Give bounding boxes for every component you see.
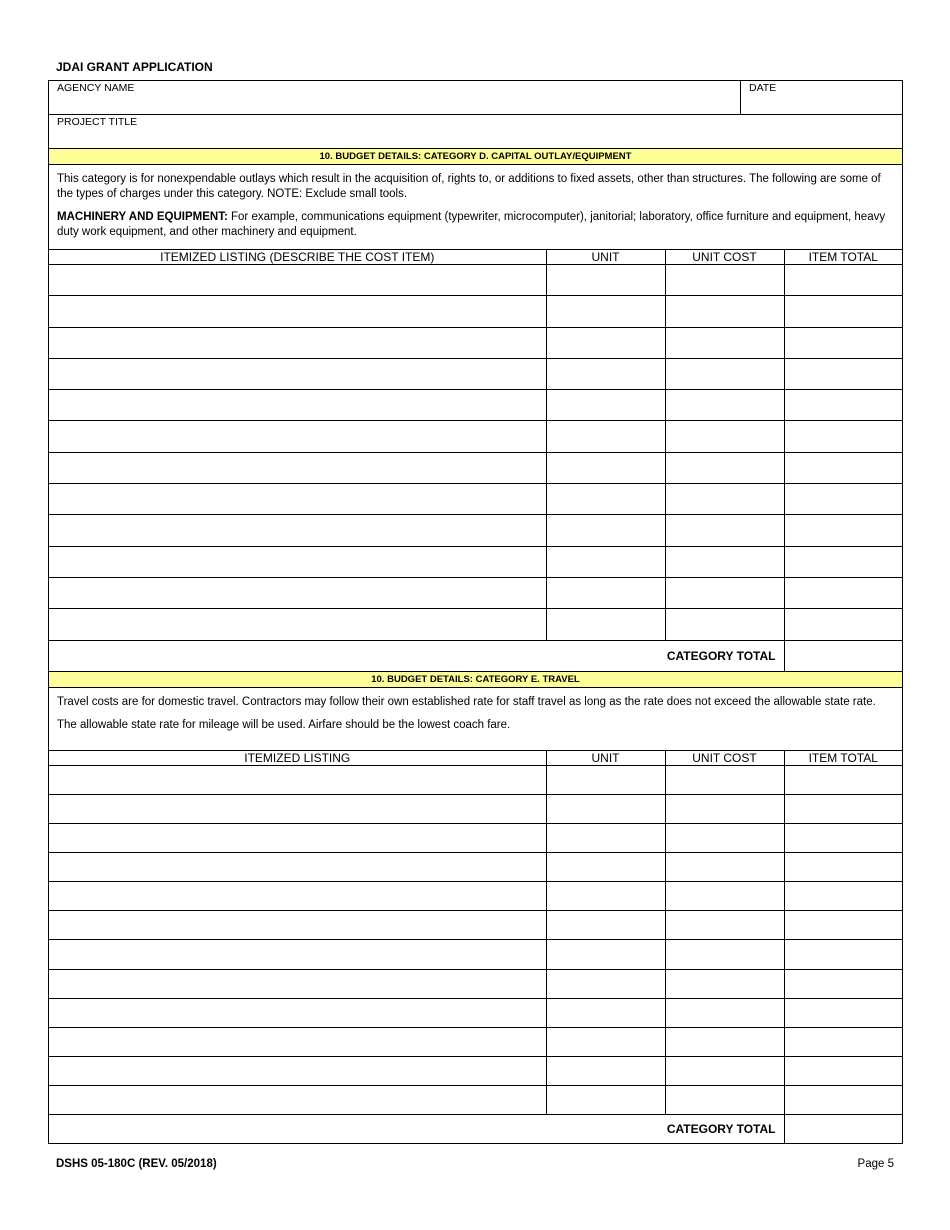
- section-d-unit-input[interactable]: [547, 547, 665, 577]
- section-e-unit-cost-cell[interactable]: [665, 1085, 784, 1114]
- section-d-item-total-input[interactable]: [785, 515, 903, 545]
- section-d-unit-cost-input[interactable]: [666, 515, 784, 545]
- section-d-machinery-text: [57, 210, 894, 240]
- section-d-unit-cost-cell[interactable]: [665, 577, 784, 608]
- section-d-unit-cell[interactable]: [546, 296, 665, 327]
- section-d-item-total-cell[interactable]: [784, 515, 902, 546]
- section-d-item-total-input[interactable]: [785, 390, 903, 420]
- date-label: DATE: [749, 82, 777, 94]
- table-row: [49, 265, 902, 296]
- section-d-unit-input[interactable]: [547, 265, 665, 295]
- col-itemized-listing: ITEMIZED LISTING (DESCRIBE THE COST ITEM): [49, 250, 546, 265]
- section-e-unit-input[interactable]: [547, 999, 665, 1027]
- section-e-unit-input[interactable]: [547, 970, 665, 998]
- section-e-item-total-cell[interactable]: [784, 1027, 902, 1056]
- section-d-item-description-cell[interactable]: [49, 390, 546, 421]
- section-e-unit-cost-cell[interactable]: [665, 998, 784, 1027]
- section-e-unit-input[interactable]: [547, 766, 665, 794]
- section-e-unit-input[interactable]: [547, 911, 665, 939]
- section-e-unit-input[interactable]: [547, 824, 665, 852]
- section-e-unit-input[interactable]: [547, 1057, 665, 1085]
- section-d-unit-cell[interactable]: [546, 577, 665, 608]
- section-e-item-total-input[interactable]: [785, 853, 903, 881]
- section-d-item-total-cell[interactable]: [784, 265, 902, 296]
- col-item-total: ITEM TOTAL: [784, 250, 902, 265]
- section-e-item-description-input[interactable]: [49, 766, 546, 794]
- section-e-item-description-input[interactable]: [49, 824, 546, 852]
- section-e-unit-cell[interactable]: [546, 853, 665, 882]
- section-d-item-total-input[interactable]: [785, 359, 903, 389]
- section-e-unit-cost-input[interactable]: [666, 882, 784, 910]
- section-d-unit-cell[interactable]: [546, 515, 665, 546]
- machinery-heading: MACHINERY AND EQUIPMENT:: [57, 211, 228, 223]
- section-d-item-total-input[interactable]: [785, 328, 903, 358]
- section-e-unit-cost-cell[interactable]: [665, 882, 784, 911]
- section-e-unit-cell[interactable]: [546, 824, 665, 853]
- section-d-item-description-cell[interactable]: [49, 265, 546, 296]
- section-d-unit-cost-input[interactable]: [666, 390, 784, 420]
- table-row: [49, 765, 902, 794]
- section-d-item-description-input[interactable]: [49, 328, 546, 358]
- table-row: [49, 1056, 902, 1085]
- section-e-item-total-cell[interactable]: [784, 911, 902, 940]
- col-unit-cost: UNIT COST: [665, 750, 784, 765]
- section-e-item-description-cell[interactable]: [49, 794, 546, 823]
- section-e-item-description-cell[interactable]: [49, 824, 546, 853]
- section-d-item-total-input[interactable]: [785, 421, 903, 451]
- section-e-unit-cost-cell[interactable]: [665, 824, 784, 853]
- section-e-unit-input[interactable]: [547, 1086, 665, 1114]
- table-row: [49, 358, 902, 389]
- section-d-unit-input[interactable]: [547, 328, 665, 358]
- section-d-item-total-cell[interactable]: [784, 296, 902, 327]
- section-d-unit-cost-input[interactable]: [666, 328, 784, 358]
- section-e-item-total-cell[interactable]: [784, 794, 902, 823]
- section-d-item-description-input[interactable]: [49, 484, 546, 514]
- section-e-item-description-input[interactable]: [49, 911, 546, 939]
- section-e-item-total-cell[interactable]: [784, 969, 902, 998]
- section-d-item-description-cell[interactable]: [49, 327, 546, 358]
- col-unit: UNIT: [546, 750, 665, 765]
- agency-name-label: AGENCY NAME: [57, 82, 135, 94]
- section-e-item-description-cell[interactable]: [49, 1085, 546, 1114]
- section-e-item-description-cell[interactable]: [49, 969, 546, 998]
- section-e-unit-input[interactable]: [547, 853, 665, 881]
- section-e-airfare-text: The allowable state rate for mileage will be used. Airfare should be the lowest coach fare.: [57, 718, 511, 731]
- section-e-item-total-input[interactable]: [785, 911, 903, 939]
- section-e-unit-input[interactable]: [547, 795, 665, 823]
- project-title-input[interactable]: [49, 131, 902, 148]
- form-number: DSHS 05-180C (REV. 05/2018): [56, 1158, 217, 1170]
- section-e-unit-cell[interactable]: [546, 1056, 665, 1085]
- project-title-label: PROJECT TITLE: [57, 116, 138, 128]
- section-e-item-total-cell[interactable]: [784, 998, 902, 1027]
- section-d-item-total-cell[interactable]: [784, 546, 902, 577]
- section-d-item-total-input[interactable]: [785, 484, 903, 514]
- section-d-unit-cost-cell[interactable]: [665, 358, 784, 389]
- section-d-unit-cell[interactable]: [546, 358, 665, 389]
- col-unit-cost: UNIT COST: [665, 250, 784, 265]
- section-d-unit-input[interactable]: [547, 515, 665, 545]
- section-e-unit-cost-cell[interactable]: [665, 1056, 784, 1085]
- section-e-item-description-cell[interactable]: [49, 911, 546, 940]
- section-e-total-input-cell[interactable]: [784, 1114, 902, 1143]
- section-d-item-total-input[interactable]: [785, 609, 903, 639]
- section-d-header-row: [49, 250, 902, 265]
- section-d-unit-input[interactable]: [547, 359, 665, 389]
- section-d-unit-cost-cell[interactable]: [665, 546, 784, 577]
- section-d-unit-cost-cell[interactable]: [665, 515, 784, 546]
- section-e-unit-cost-cell[interactable]: [665, 1027, 784, 1056]
- table-row: [49, 940, 902, 969]
- section-e-item-description-input[interactable]: [49, 882, 546, 910]
- section-d-unit-cost-cell[interactable]: [665, 390, 784, 421]
- section-e-item-total-input[interactable]: [785, 766, 903, 794]
- section-d-item-description-input[interactable]: [49, 265, 546, 295]
- table-row: [49, 969, 902, 998]
- table-row: [49, 390, 902, 421]
- section-e-item-total-input[interactable]: [785, 1057, 903, 1085]
- section-d-unit-cell[interactable]: [546, 390, 665, 421]
- section-d-unit-cost-cell[interactable]: [665, 484, 784, 515]
- section-e-unit-cost-input[interactable]: [666, 940, 784, 968]
- section-d-unit-cell[interactable]: [546, 421, 665, 452]
- section-e-item-total-cell[interactable]: [784, 765, 902, 794]
- section-d-unit-cost-input[interactable]: [666, 547, 784, 577]
- section-e-item-total-input[interactable]: [785, 1086, 903, 1114]
- section-d-total-label: CATEGORY TOTAL: [49, 640, 784, 671]
- section-e-unit-cost-cell[interactable]: [665, 911, 784, 940]
- section-d-unit-input[interactable]: [547, 453, 665, 483]
- table-row: [49, 853, 902, 882]
- section-d-item-description-input[interactable]: [49, 296, 546, 326]
- section-e-item-description-input[interactable]: [49, 853, 546, 881]
- section-e-intro: [49, 688, 902, 750]
- table-row: [49, 609, 902, 640]
- section-e-unit-cell[interactable]: [546, 998, 665, 1027]
- section-e-unit-cell[interactable]: [546, 1027, 665, 1056]
- section-d-intro: [49, 165, 902, 249]
- table-row: [49, 824, 902, 853]
- section-d-item-description-input[interactable]: [49, 515, 546, 545]
- section-d-total-row: [49, 640, 902, 671]
- section-d-unit-cost-input[interactable]: [666, 359, 784, 389]
- section-e-item-total-input[interactable]: [785, 795, 903, 823]
- section-d-item-description-cell[interactable]: [49, 609, 546, 640]
- section-e-item-description-input[interactable]: [49, 999, 546, 1027]
- section-d-table: [49, 249, 902, 672]
- section-e-item-total-input[interactable]: [785, 882, 903, 910]
- section-e-unit-cell[interactable]: [546, 940, 665, 969]
- section-e-unit-input[interactable]: [547, 940, 665, 968]
- section-d-unit-cell[interactable]: [546, 452, 665, 483]
- section-e-item-total-cell[interactable]: [784, 882, 902, 911]
- section-e-item-total-input[interactable]: [785, 970, 903, 998]
- section-d-item-total-cell[interactable]: [784, 609, 902, 640]
- table-row: [49, 911, 902, 940]
- section-d-unit-input[interactable]: [547, 421, 665, 451]
- section-d-item-description-cell[interactable]: [49, 296, 546, 327]
- col-itemized-listing: ITEMIZED LISTING: [49, 750, 546, 765]
- section-d-item-total-cell[interactable]: [784, 452, 902, 483]
- section-e-unit-cell[interactable]: [546, 1085, 665, 1114]
- section-e-item-description-cell[interactable]: [49, 998, 546, 1027]
- section-d-total-input[interactable]: [785, 641, 903, 671]
- table-row: [49, 1027, 902, 1056]
- section-d-item-total-input[interactable]: [785, 547, 903, 577]
- agency-name-cell: [49, 81, 741, 114]
- section-e-unit-cost-input[interactable]: [666, 1057, 784, 1085]
- col-item-total: ITEM TOTAL: [784, 750, 902, 765]
- table-row: [49, 484, 902, 515]
- section-e-unit-input[interactable]: [547, 882, 665, 910]
- section-d-unit-cell[interactable]: [546, 327, 665, 358]
- section-e-total-input[interactable]: [785, 1115, 903, 1143]
- section-d-item-total-input[interactable]: [785, 296, 903, 326]
- section-d-item-description-input[interactable]: [49, 390, 546, 420]
- table-row: [49, 577, 902, 608]
- section-d-unit-cost-input[interactable]: [666, 609, 784, 639]
- section-e-total-row: [49, 1114, 902, 1143]
- table-row: [49, 998, 902, 1027]
- section-d-item-description-cell[interactable]: [49, 358, 546, 389]
- section-e-item-description-input[interactable]: [49, 970, 546, 998]
- section-d-item-total-input[interactable]: [785, 265, 903, 295]
- section-d-item-total-cell[interactable]: [784, 327, 902, 358]
- section-d-item-description-input[interactable]: [49, 578, 546, 608]
- section-e-intro-text: Travel costs are for domestic travel. Contractors may follow their own established rate for staff travel as long as the rate does not exceed the allowable state rate.: [57, 695, 876, 708]
- section-d-heading: 10. BUDGET DETAILS: CATEGORY D. CAPITAL OUTLAY/EQUIPMENT: [49, 149, 902, 165]
- section-e-item-total-cell[interactable]: [784, 1085, 902, 1114]
- table-row: [49, 515, 902, 546]
- table-row: [49, 1085, 902, 1114]
- section-e-unit-cost-cell[interactable]: [665, 969, 784, 998]
- section-e-unit-cost-input[interactable]: [666, 795, 784, 823]
- section-d-item-description-cell[interactable]: [49, 421, 546, 452]
- section-e-item-total-cell[interactable]: [784, 853, 902, 882]
- section-d-intro-text: This category is for nonexpendable outlays which result in the acquisition of, rights to, or additions to fixed assets, other than structures. The following are some of the types of charges under this category. NOTE: Exclude small tools.: [57, 173, 881, 200]
- section-e-item-description-cell[interactable]: [49, 940, 546, 969]
- table-row: [49, 296, 902, 327]
- section-d-unit-cell[interactable]: [546, 484, 665, 515]
- table-row: [49, 546, 902, 577]
- section-d-item-description-cell[interactable]: [49, 546, 546, 577]
- section-e-item-description-input[interactable]: [49, 795, 546, 823]
- section-e-item-description-input[interactable]: [49, 940, 546, 968]
- section-e-unit-cost-cell[interactable]: [665, 853, 784, 882]
- section-d-unit-input[interactable]: [547, 609, 665, 639]
- section-d-unit-input[interactable]: [547, 390, 665, 420]
- section-e-item-description-cell[interactable]: [49, 765, 546, 794]
- section-e-item-description-input[interactable]: [49, 1028, 546, 1056]
- section-d-unit-cost-cell[interactable]: [665, 265, 784, 296]
- section-d-item-description-cell[interactable]: [49, 577, 546, 608]
- section-e-item-total-input[interactable]: [785, 940, 903, 968]
- section-d-unit-input[interactable]: [547, 578, 665, 608]
- section-e-unit-cost-input[interactable]: [666, 970, 784, 998]
- section-d-unit-cost-cell[interactable]: [665, 421, 784, 452]
- section-d-unit-cell[interactable]: [546, 265, 665, 296]
- section-d-unit-cost-cell[interactable]: [665, 452, 784, 483]
- machinery-description: For example, communications equipment (typewriter, microcomputer), janitorial; laboratory, office furniture and equipment, heavy duty work equipment, and other machinery and equipment.: [57, 211, 886, 238]
- section-e-unit-cost-input[interactable]: [666, 1086, 784, 1114]
- section-e-unit-cost-input[interactable]: [666, 766, 784, 794]
- table-row: [49, 421, 902, 452]
- section-d-item-total-cell[interactable]: [784, 484, 902, 515]
- section-e-item-total-cell[interactable]: [784, 940, 902, 969]
- project-title-row: [49, 115, 902, 149]
- section-e-item-total-cell[interactable]: [784, 1056, 902, 1085]
- section-e-item-description-cell[interactable]: [49, 882, 546, 911]
- section-e-item-description-cell[interactable]: [49, 1056, 546, 1085]
- section-e-unit-cost-input[interactable]: [666, 999, 784, 1027]
- section-d-rows: [49, 265, 902, 641]
- section-d-unit-cost-cell[interactable]: [665, 296, 784, 327]
- section-d-item-total-input[interactable]: [785, 578, 903, 608]
- section-e-unit-cost-input[interactable]: [666, 853, 784, 881]
- section-e-item-description-cell[interactable]: [49, 1027, 546, 1056]
- section-d-item-description-input[interactable]: [49, 609, 546, 639]
- section-d-item-total-cell[interactable]: [784, 577, 902, 608]
- section-e-item-description-cell[interactable]: [49, 853, 546, 882]
- section-e-unit-cost-cell[interactable]: [665, 765, 784, 794]
- section-d-unit-cost-cell[interactable]: [665, 327, 784, 358]
- section-d-unit-input[interactable]: [547, 484, 665, 514]
- section-e-heading: 10. BUDGET DETAILS: CATEGORY E. TRAVEL: [49, 672, 902, 688]
- section-e-unit-cell[interactable]: [546, 969, 665, 998]
- section-d-item-description-input[interactable]: [49, 421, 546, 451]
- section-d-item-total-cell[interactable]: [784, 390, 902, 421]
- section-d-item-total-cell[interactable]: [784, 421, 902, 452]
- section-e-item-description-input[interactable]: [49, 1057, 546, 1085]
- col-unit: UNIT: [546, 250, 665, 265]
- section-d-item-description-input[interactable]: [49, 547, 546, 577]
- section-d-item-description-cell[interactable]: [49, 452, 546, 483]
- section-d-unit-cell[interactable]: [546, 546, 665, 577]
- section-e-unit-cost-cell[interactable]: [665, 794, 784, 823]
- section-d-unit-cost-input[interactable]: [666, 484, 784, 514]
- section-e-total-label: CATEGORY TOTAL: [49, 1114, 784, 1143]
- section-d-unit-cost-input[interactable]: [666, 296, 784, 326]
- section-d-unit-cell[interactable]: [546, 609, 665, 640]
- section-d-unit-cost-input[interactable]: [666, 265, 784, 295]
- section-e-table: [49, 750, 902, 1144]
- section-e-unit-cell[interactable]: [546, 765, 665, 794]
- section-e-unit-cell[interactable]: [546, 882, 665, 911]
- section-e-item-total-cell[interactable]: [784, 824, 902, 853]
- section-d-total-input-cell[interactable]: [784, 640, 902, 671]
- table-row: [49, 882, 902, 911]
- section-d-item-description-cell[interactable]: [49, 484, 546, 515]
- agency-date-row: [49, 81, 902, 115]
- section-d-item-description-cell[interactable]: [49, 515, 546, 546]
- section-d-unit-cost-input[interactable]: [666, 578, 784, 608]
- section-e-unit-cost-input[interactable]: [666, 824, 784, 852]
- section-e-unit-cell[interactable]: [546, 911, 665, 940]
- table-row: [49, 794, 902, 823]
- agency-name-input[interactable]: [49, 97, 740, 114]
- section-d-unit-cost-input[interactable]: [666, 421, 784, 451]
- section-e-rows: [49, 765, 902, 1114]
- section-d-item-description-input[interactable]: [49, 359, 546, 389]
- page-number: Page 5: [857, 1158, 894, 1170]
- table-row: [49, 452, 902, 483]
- section-d-item-total-input[interactable]: [785, 453, 903, 483]
- section-d-item-description-input[interactable]: [49, 453, 546, 483]
- date-cell: [741, 81, 902, 114]
- section-e-unit-cell[interactable]: [546, 794, 665, 823]
- section-e-item-total-input[interactable]: [785, 1028, 903, 1056]
- section-e-item-total-input[interactable]: [785, 824, 903, 852]
- section-e-unit-cost-cell[interactable]: [665, 940, 784, 969]
- form-body: [48, 80, 903, 1144]
- section-e-unit-input[interactable]: [547, 1028, 665, 1056]
- section-d-unit-cost-cell[interactable]: [665, 609, 784, 640]
- section-e-item-description-input[interactable]: [49, 1086, 546, 1114]
- section-e-unit-cost-input[interactable]: [666, 911, 784, 939]
- section-e-header-row: [49, 750, 902, 765]
- section-d-item-total-cell[interactable]: [784, 358, 902, 389]
- date-input[interactable]: [741, 97, 902, 114]
- section-d-unit-cost-input[interactable]: [666, 453, 784, 483]
- section-e-item-total-input[interactable]: [785, 999, 903, 1027]
- form-title: JDAI GRANT APPLICATION: [56, 60, 213, 74]
- section-e-unit-cost-input[interactable]: [666, 1028, 784, 1056]
- table-row: [49, 327, 902, 358]
- section-d-unit-input[interactable]: [547, 296, 665, 326]
